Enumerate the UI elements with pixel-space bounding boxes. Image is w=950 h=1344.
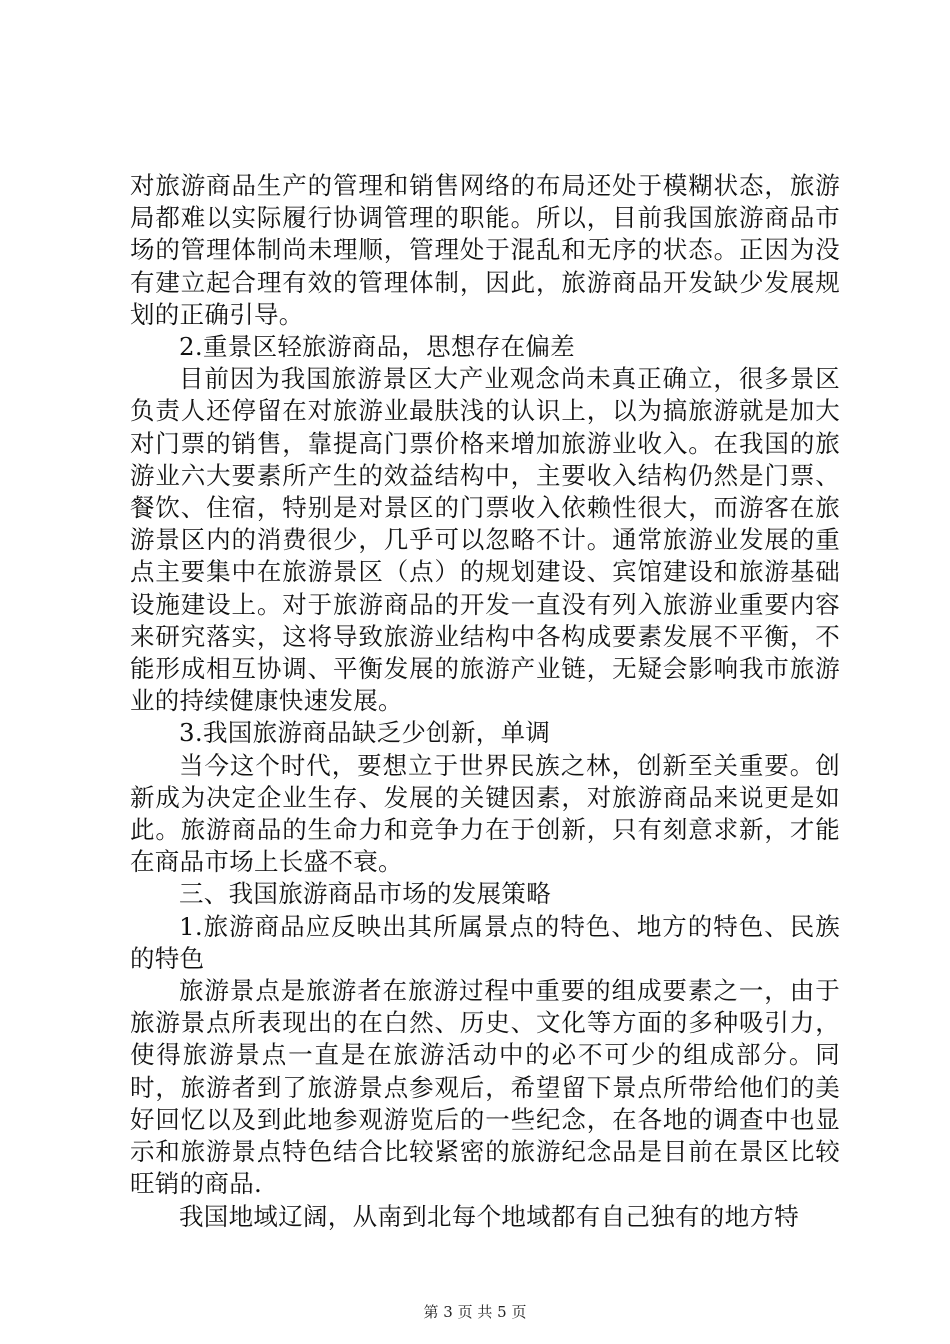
document-body — [130, 170, 840, 1233]
paragraph-scenic-area-concept: 目前因为我国旅游景区大产业观念尚未真正确立，很多景区负责人还停留在对旅游业最肤浅的认识上，以为搞旅游就是加大对门票的销售，靠提高门票价格来增加旅游业收入。在我国的旅游业六大要素所产生的效益结构中，主要收入结构仍然是门票、餐饮、住宿，特别是对景区的门票收入依赖性很大，而游客在旅游景区内的消费很少，几乎可以忽略不计。通常旅游业发展的重点主要集中在旅游景区（点）的规划建设、宾馆建设和旅游基础设施建设上。对于旅游商品的开发一直没有列入旅游业重要内容来研究落实，这将导致旅游业结构中各构成要素发展不平衡，不能形成相互协调、平衡发展的旅游产业链，无疑会影响我市旅游业的持续健康快速发展。 — [130, 364, 840, 716]
heading-reflect-characteristics: 1.旅游商品应反映出其所属景点的特色、地方的特色、民族的特色 — [130, 911, 840, 973]
heading-scenic-vs-goods: 2.重景区轻旅游商品，思想存在偏差 — [179, 332, 575, 362]
paragraph-vast-territory: 我国地域辽阔，从南到北每个地域都有自己独有的地方特 — [179, 1201, 799, 1231]
paragraph-scenic-spots: 旅游景点是旅游者在旅游过程中重要的组成要素之一，由于旅游景点所表现出的在白然、历史、文化等方面的多种吸引力，使得旅游景点一直是在旅游活动中的必不可少的组成部分。同时，旅游者到了旅游景点参观后，希望留下景点所带给他们的美好回忆以及到此地参观游览后的一些纪念，在各地的调查中也显示和旅游景点特色结合比较紧密的旅游纪念品是目前在景区比较旺销的商品. — [130, 976, 840, 1199]
page-number-footer: 第 3 页 共 5 页 — [423, 1303, 527, 1321]
heading-development-strategy: 三、我国旅游商品市场的发展策略 — [179, 879, 551, 909]
heading-lack-of-innovation: 3.我国旅游商品缺乏少创新，单调 — [179, 718, 551, 748]
paragraph-innovation: 当今这个时代，要想立于世界民族之林，创新至关重要。创新成为决定企业生存、发展的关键因素，对旅游商品来说更是如此。旅游商品的生命力和竞争力在于创新，只有刻意求新，才能在商品市场上长盛不衰。 — [130, 750, 840, 877]
paragraph-management-system: 对旅游商品生产的管理和销售网络的布局还处于模糊状态，旅游局都难以实际履行协调管理的职能。所以，目前我国旅游商品市场的管理体制尚未理顺，管理处于混乱和无序的状态。正因为没有建立起合理有效的管理体制，因此，旅游商品开发缺少发展规划的正确引导。 — [130, 171, 840, 329]
